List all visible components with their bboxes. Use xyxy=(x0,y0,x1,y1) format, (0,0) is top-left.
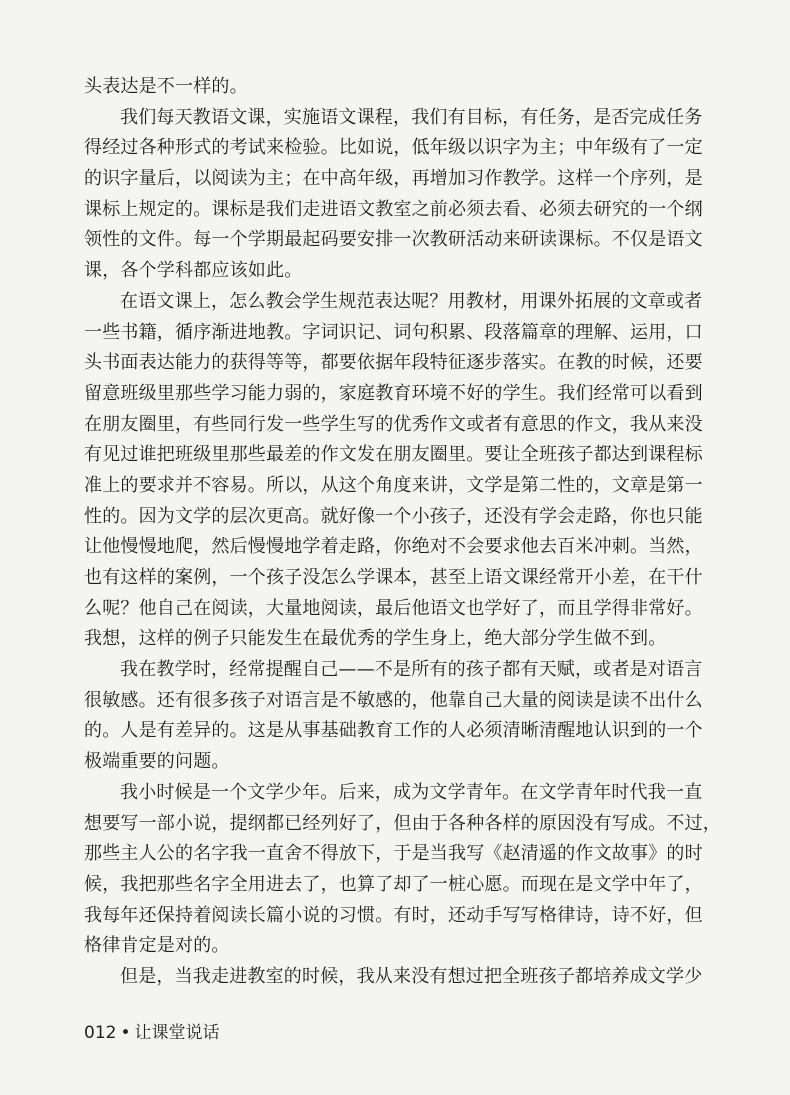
text-line: 让他慢慢地爬，然后慢慢地学着走路，你绝对不会要求他去百米冲刺。当然， xyxy=(84,536,703,558)
text-line: 么呢？他自己在阅读，大量地阅读，最后他语文也学好了，而且学得非常好。 xyxy=(84,597,703,619)
text-line: 一些书籍，循序渐进地教。字词识记、词句积累、段落篇章的理解、运用，口 xyxy=(84,321,703,343)
text-line: 头书面表达能力的获得等等，都要依据年段特征逐步落实。在教的时候，还要 xyxy=(84,352,703,374)
text-line: 得经过各种形式的考试来检验。比如说，低年级以识字为主；中年级有了一定 xyxy=(84,137,703,159)
text-line: 的。人是有差异的。这是从事基础教育工作的人必须清晰清醒地认识到的一个 xyxy=(84,720,703,742)
text-line: 我想，这样的例子只能发生在最优秀的学生身上，绝大部分学生做不到。 xyxy=(84,628,667,650)
footer-bullet: • xyxy=(120,1023,131,1043)
page-footer xyxy=(84,1021,219,1045)
paragraph-first-line: 我小时候是一个文学少年。后来，成为文学青年。在文学青年时代我一直 xyxy=(120,781,703,803)
text-line: 课标上规定的。课标是我们走进语文教室之前必须去看、必须去研究的一个纲 xyxy=(84,198,703,220)
text-line: 格律肯定是对的。 xyxy=(84,935,230,957)
text-line: 领性的文件。每一个学期最起码要安排一次教研活动来研读课标。不仅是语文 xyxy=(84,229,703,251)
text-line: 也有这样的案例，一个孩子没怎么学课本，甚至上语文课经常开小差，在干什 xyxy=(84,567,703,588)
text-line: 很敏感。还有很多孩子对语言是不敏感的，他靠自己大量的阅读是读不出什么 xyxy=(84,689,703,711)
text-line: 的识字量后，以阅读为主；在中高年级，再增加习作教学。这样一个序列，是 xyxy=(84,168,703,190)
text-line: 我每年还保持着阅读长篇小说的习惯。有时，还动手写写格律诗，诗不好，但 xyxy=(84,904,703,926)
paragraph-first-line: 在语文课上，怎么教会学生规范表达呢？用教材，用课外拓展的文章或者 xyxy=(120,290,703,312)
text-line: 候，我把那些名字全用进去了，也算了却了一桩心愿。而现在是文学中年了， xyxy=(84,873,703,895)
text-line: 头表达是不一样的。 xyxy=(84,76,248,97)
paragraph-first-line: 但是，当我走进教室的时候，我从来没有想过把全班孩子都培养成文学少 xyxy=(120,965,703,987)
text-line: 有见过谁把班级里那些最差的作文发在朋友圈里。要让全班孩子都达到课程标 xyxy=(84,444,703,466)
text-line: 那些主人公的名字我一直舍不得放下，于是当我写《赵清遥的作文故事》的时 xyxy=(84,843,703,865)
text-line: 在朋友圈里，有些同行发一些学生写的优秀作文或者有意思的作文，我从来没 xyxy=(84,413,703,435)
text-line: 性的。因为文学的层次更高。就好像一个小孩子，还没有学会走路，你也只能 xyxy=(84,505,703,527)
text-line: 准上的要求并不容易。所以，从这个角度来讲，文学是第二性的，文章是第一 xyxy=(84,474,703,496)
text-line: 课，各个学科都应该如此。 xyxy=(84,260,303,282)
paragraph-first-line: 我们每天教语文课，实施语文课程，我们有目标，有任务，是否完成任务 xyxy=(120,106,703,128)
book-title: 让课堂说话 xyxy=(134,1023,220,1043)
text-line: 想要写一部小说，提纲都已经列好了，但由于各种各样的原因没有写成。不过， xyxy=(84,812,721,834)
paragraph-first-line: 我在教学时，经常提醒自己——不是所有的孩子都有天赋，或者是对语言 xyxy=(120,659,703,681)
body-text xyxy=(84,72,721,993)
page-number: 012 xyxy=(84,1023,117,1043)
text-line: 留意班级里那些学习能力弱的，家庭教育环境不好的学生。我们经常可以看到 xyxy=(84,382,703,404)
text-line: 极端重要的问题。 xyxy=(84,751,230,773)
